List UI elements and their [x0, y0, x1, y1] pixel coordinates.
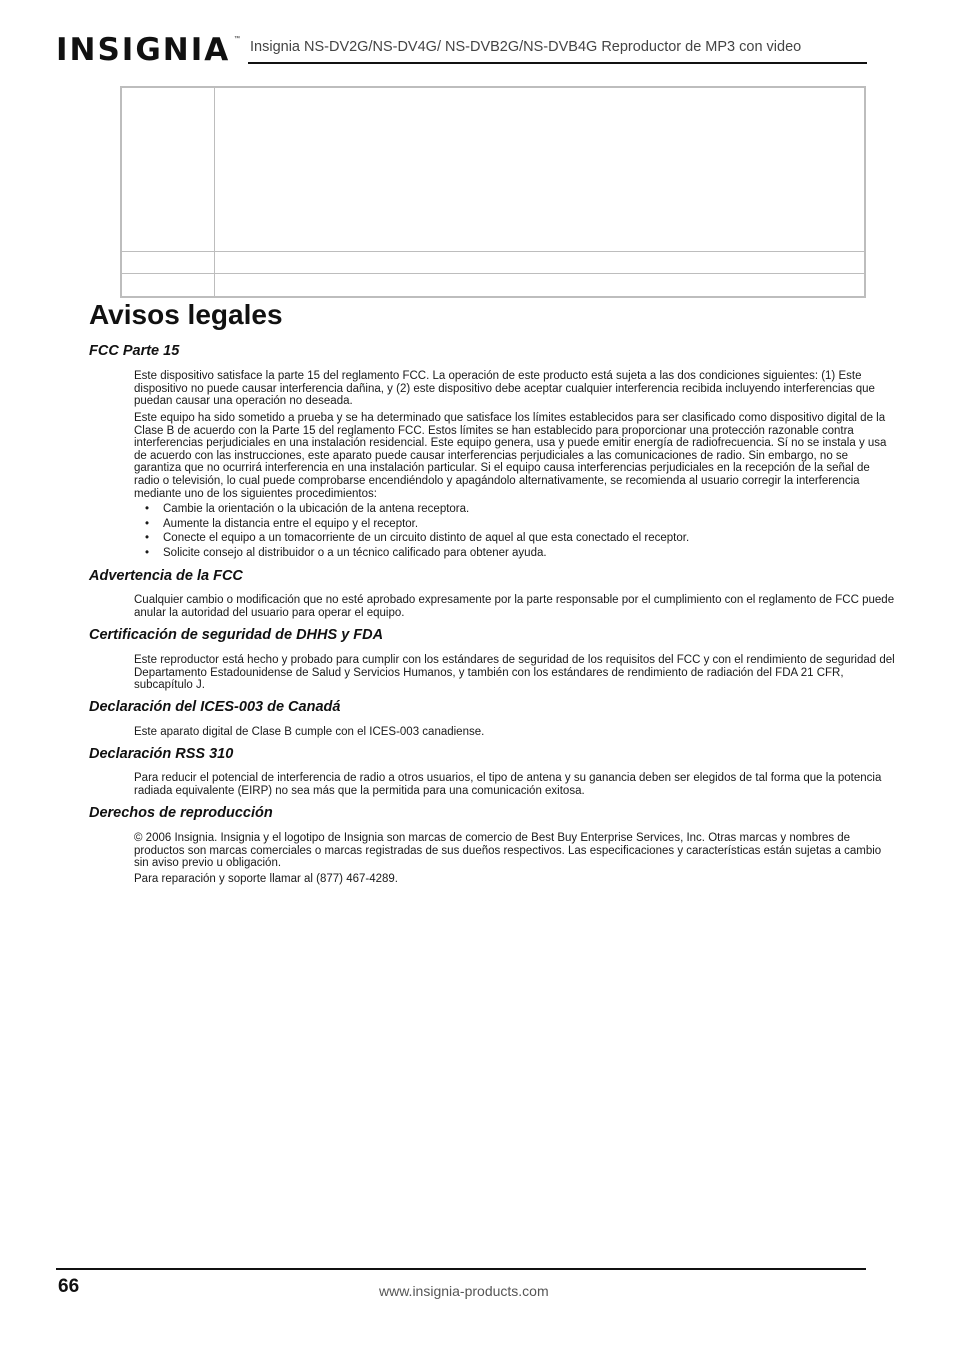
list-item-text: Solicite consejo al distribuidor o a un técnico calificado para obtener ayuda.	[163, 546, 547, 559]
section-heading-ices: Declaración del ICES-003 de Canadá	[89, 699, 341, 715]
list-item	[134, 546, 894, 561]
insignia-logo	[56, 30, 238, 78]
section-heading-rss: Declaración RSS 310	[89, 746, 234, 762]
paragraph-support: Para reparación y soporte llamar al (877) 467-4289.	[134, 873, 399, 885]
section-heading-fcc-warning: Advertencia de la FCC	[89, 568, 243, 584]
paragraph-ices: Este aparato digital de Clase B cumple con el ICES-003 canadiense.	[134, 726, 485, 738]
list-item	[134, 517, 894, 532]
footer-url: www.insignia-products.com	[379, 1283, 549, 1299]
spec-table	[120, 86, 866, 298]
page-title: Avisos legales	[89, 299, 283, 330]
list-item-text: Conecte el equipo a un tomacorriente de un circuito distinto de aquel al que esta conectado el receptor.	[163, 532, 690, 545]
page-number: 66	[58, 1276, 80, 1297]
paragraph-dhhs: Este reproductor está hecho y probado para cumplir con los estándares de seguridad de los requisitos del FCC y con el rendimiento de seguridad del Departamento Estadounidense de Salud y Servicios Humanos, y también con los estándares de rendimiento de radiación del FDA 21 CFR, subcapítulo J.	[134, 654, 895, 692]
list-item	[134, 502, 894, 517]
fcc-procedures-list	[134, 502, 894, 560]
list-item	[134, 531, 894, 546]
table-column-divider	[214, 88, 215, 296]
paragraph-fcc-2: Este equipo ha sido sometido a prueba y se ha determinado que satisface los límites establecidos para ser clasificado como dispositivo digital de la Clase B de acuerdo con la Parte 15 del reglamento FCC. Estos límites se han establecido para proporcionar una protección razonable contra interferencias perjudiciales en una instalación residencial. Este equipo genera, usa y puede emitir energía de radiofrecuencia. Sí no se instala y usa de acuerdo con las instrucciones, este aparato puede causar interferencias perjudiciales a las comunicaciones de radio. Sin embargo, no se garantiza que no ocurrirá interferencia en una instalación particular. Si el equipo causa interferencias perjudiciales en la recepción de la señal de radio o televisión, lo cual puede comprobarse encendiéndolo y apagándolo alternativamente, se recomienda al usuario corregir la interferencia mediante uno de los siguientes procedimientos:	[134, 412, 887, 500]
bullet-icon: •	[145, 517, 150, 530]
paragraph-copyright: © 2006 Insignia. Insignia y el logotipo de Insignia son marcas de comercio de Best Buy Enterprise Services, Inc. Otras marcas y nombres de productos son marcas comerciales o marcas registradas de sus dueños respectivos. Las especificaciones y características están sujetas a cambio sin aviso previo u obligación.	[134, 832, 882, 870]
logo-trademark: ™	[234, 36, 240, 42]
bullet-icon: •	[145, 503, 150, 515]
paragraph-rss: Para reducir el potencial de interferencia de radio a otros usuarios, el tipo de antena y su ganancia deben ser elegidos de tal forma que la potencia radiada equivalente (EIRP) no sea más que la permitida para una comunicación exitosa.	[134, 772, 882, 797]
header-divider	[248, 62, 867, 64]
table-row-divider	[122, 273, 864, 274]
bullet-icon: •	[145, 546, 150, 559]
logo-wordmark: INSIGNIA	[56, 32, 231, 68]
bullet-icon: •	[145, 532, 150, 545]
list-item-text: Cambie la orientación o la ubicación de la antena receptora.	[163, 503, 470, 515]
paragraph-fcc-warning: Cualquier cambio o modificación que no esté aprobado expresamente por la parte responsable por el cumplimiento con el reglamento de FCC puede anular la autoridad del usuario para operar el equipo.	[134, 594, 895, 619]
paragraph-fcc-1: Este dispositivo satisface la parte 15 del reglamento FCC. La operación de este producto está sujeta a las dos condiciones siguientes: (1) Este dispositivo no puede causar interferencia dañina, y (2) este dispositivo debe aceptar cualquier interferencia recibida incluyendo interferencias que puedan causar una operación no deseada.	[134, 370, 875, 408]
section-heading-fcc: FCC Parte 15	[89, 343, 180, 359]
table-row-divider	[122, 251, 864, 252]
list-item-text: Aumente la distancia entre el equipo y el receptor.	[163, 517, 419, 530]
footer-divider	[56, 1268, 866, 1270]
section-heading-copyright: Derechos de reproducción	[89, 805, 273, 821]
section-heading-dhhs: Certificación de seguridad de DHHS y FDA	[89, 627, 384, 643]
header-title: Insignia NS-DV2G/NS-DV4G/ NS-DVB2G/NS-DVB4G Reproductor de MP3 con video	[250, 39, 802, 55]
